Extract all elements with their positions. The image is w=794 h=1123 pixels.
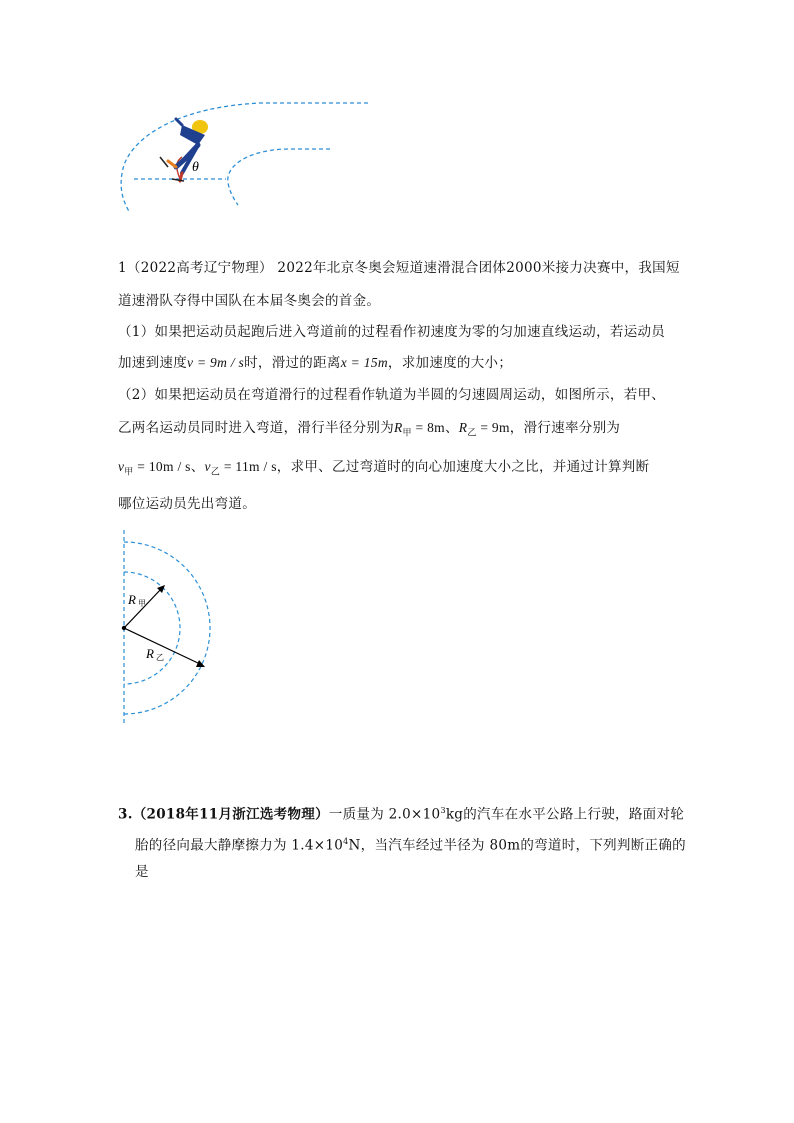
sep-2: 、	[190, 459, 205, 475]
v-jia-symbol: v	[118, 459, 125, 474]
label-r-jia: R	[128, 592, 136, 607]
r-jia-sub: 甲	[402, 428, 412, 439]
v-jia-sub: 甲	[124, 467, 134, 478]
q3-line2-sup: 4	[343, 837, 349, 846]
v-yi-sub: 乙	[210, 467, 221, 478]
r-yi-symbol: R	[458, 420, 468, 435]
outer-semicircle	[124, 542, 210, 714]
skater-icon	[160, 119, 208, 181]
q1-line6-post: ，滑行速率分别为	[509, 420, 621, 436]
q1-line5: （2）如果把运动员在弯道滑行的过程看作轨道为半圆的匀速圆周运动，如图所示，若甲、	[118, 387, 666, 403]
q1-line2: 道速滑队夺得中国队在本届冬奥会的首金。	[118, 293, 381, 309]
q3-source: （2018年11月浙江选考物理）	[132, 806, 329, 823]
label-r-yi-sub: 乙	[156, 653, 164, 662]
q3-line1-sup: 3	[440, 806, 446, 815]
r-jia-symbol: R	[394, 420, 403, 435]
q1-line3: （1）如果把运动员起跑后进入弯道前的过程看作初速度为零的匀加速直线运动，若运动员	[118, 324, 666, 340]
sep-1: 、	[444, 420, 459, 436]
q1-line8: 哪位运动员先出弯道。	[118, 496, 256, 512]
q1-line1: 1（2022高考辽宁物理） 2022年北京冬奥会短道速滑混合团体2000米接力决赛中，我国短	[118, 260, 680, 276]
label-r-yi: R	[146, 646, 154, 661]
label-r-jia-sub: 甲	[138, 599, 146, 608]
theta-label: θ	[192, 160, 199, 175]
q1-line6	[118, 418, 620, 444]
q3-line2-a: 胎的径向最大静摩擦力为 1.4×10	[135, 837, 344, 854]
q1-line4-post: ，求加速度的大小；	[387, 355, 513, 371]
r-jia-value: = 8m	[411, 420, 445, 435]
r-yi-sub: 乙	[467, 428, 477, 439]
q1-line4	[118, 353, 512, 373]
q3-line2-b: N，当汽车经过半径为 80m的弯道时，下列判断正确的	[348, 837, 686, 854]
distance-eq: x = 15m	[340, 355, 388, 370]
q3-number: 3.	[118, 806, 133, 823]
v-yi-value: = 11m / s	[220, 459, 277, 474]
q1-line7-post: ，求甲、乙过弯道时的向心加速度大小之比，并通过计算判断	[276, 459, 650, 475]
q1-line6-pre: 乙两名运动员同时进入弯道，滑行半径分别为	[118, 420, 394, 436]
q3-line2	[135, 832, 686, 856]
v-jia-value: = 10m / s	[133, 459, 191, 474]
q1-line7	[118, 457, 649, 483]
q3-line1-a: 一质量为 2.0×10	[328, 806, 441, 823]
r-yi-value: = 9m	[476, 420, 510, 435]
q3-line1-b: kg的汽车在水平公路上行驶，路面对轮	[445, 806, 685, 823]
q1-line4-mid: 时，滑过的距离	[244, 355, 341, 371]
q3-line3: 是	[135, 864, 149, 880]
velocity-eq: v = 9m / s	[187, 355, 245, 370]
v-yi-symbol: v	[204, 459, 211, 474]
inner-semicircle	[124, 572, 180, 684]
inner-track-curve	[228, 149, 330, 205]
q3-line1	[118, 801, 684, 825]
skater-curve-figure	[110, 95, 380, 220]
semicircle-radii-figure	[110, 528, 220, 728]
q1-line4-pre: 加速到速度	[118, 355, 187, 371]
